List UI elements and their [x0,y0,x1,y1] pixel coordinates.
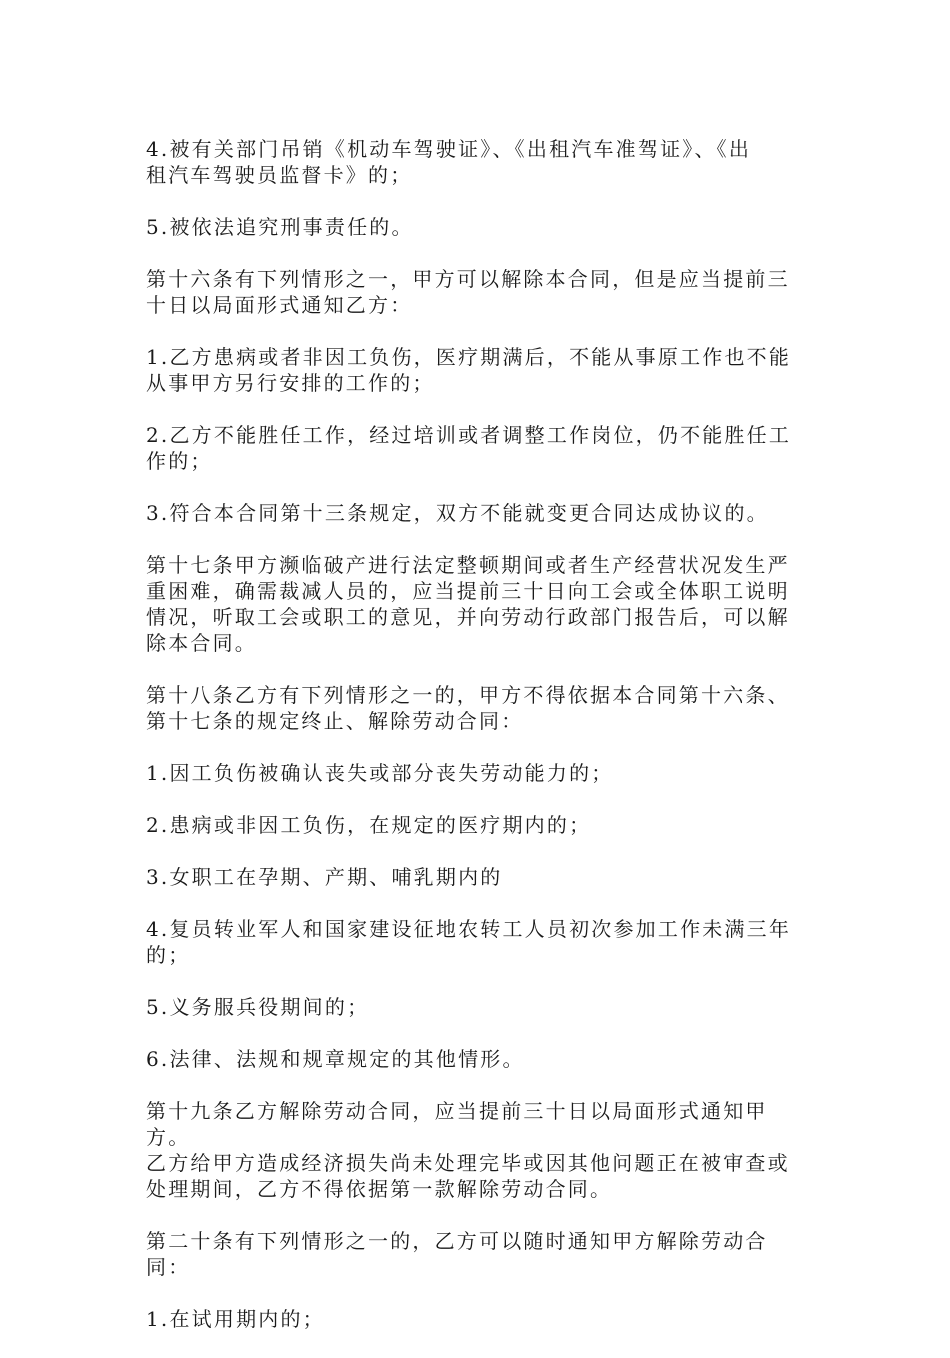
paragraph-article-18: 第十八条乙方有下列情形之一的，甲方不得依据本合同第十六条、 第十七条的规定终止、解除劳动合同： [146,683,790,733]
paragraph-article-18-item-6: 6.法律、法规和规章规定的其他情形。 [146,1047,525,1071]
paragraph-article-18-item-1: 1.因工负伤被确认丧失或部分丧失劳动能力的； [146,761,614,785]
paragraph-article-18-item-4: 4.复员转业军人和国家建设征地农转工人员初次参加工作未满三年 的； [146,917,792,967]
paragraph-item-5-criminal-liability: 5.被依法追究刑事责任的。 [146,215,414,239]
paragraph-item-4-license-revoked: 4.被有关部门吊销《机动车驾驶证》、《出租汽车准驾证》、《出 租汽车驾驶员监督卡》的； [146,137,752,187]
paragraph-article-16-item-1: 1.乙方患病或者非因工负伤，医疗期满后，不能从事原工作也不能 从事甲方另行安排的工作的； [146,345,792,395]
paragraph-article-16-item-3: 3.符合本合同第十三条规定，双方不能就变更合同达成协议的。 [146,501,769,525]
paragraph-article-18-item-5: 5.义务服兵役期间的； [146,995,370,1019]
paragraph-article-20-item-1: 1.在试用期内的； [146,1307,325,1331]
paragraph-article-16: 第十六条有下列情形之一，甲方可以解除本合同，但是应当提前三 十日以局面形式通知乙方： [146,267,790,317]
paragraph-article-18-item-3: 3.女职工在孕期、产期、哺乳期内的 [146,865,503,889]
paragraph-article-20: 第二十条有下列情形之一的，乙方可以随时通知甲方解除劳动合同： [146,1229,768,1279]
paragraph-article-19: 第十九条乙方解除劳动合同，应当提前三十日以局面形式通知甲方。 乙方给甲方造成经济损失尚未处理完毕或因其他问题正在被审查或 处理期间，乙方不得依据第一款解除劳动合同。 [146,1099,790,1201]
paragraph-article-16-item-2: 2.乙方不能胜任工作，经过培训或者调整工作岗位，仍不能胜任工 作的； [146,423,792,473]
document-body [146,136,810,1358]
paragraph-article-17: 第十七条甲方濒临破产进行法定整顿期间或者生产经营状况发生严 重困难，确需裁减人员的，应当提前三十日向工会或全体职工说明 情况，听取工会或职工的意见，并向劳动行政部门报告后，可以解 除本合同。 [146,553,790,655]
paragraph-article-18-item-2: 2.患病或非因工负伤，在规定的医疗期内的； [146,813,592,837]
